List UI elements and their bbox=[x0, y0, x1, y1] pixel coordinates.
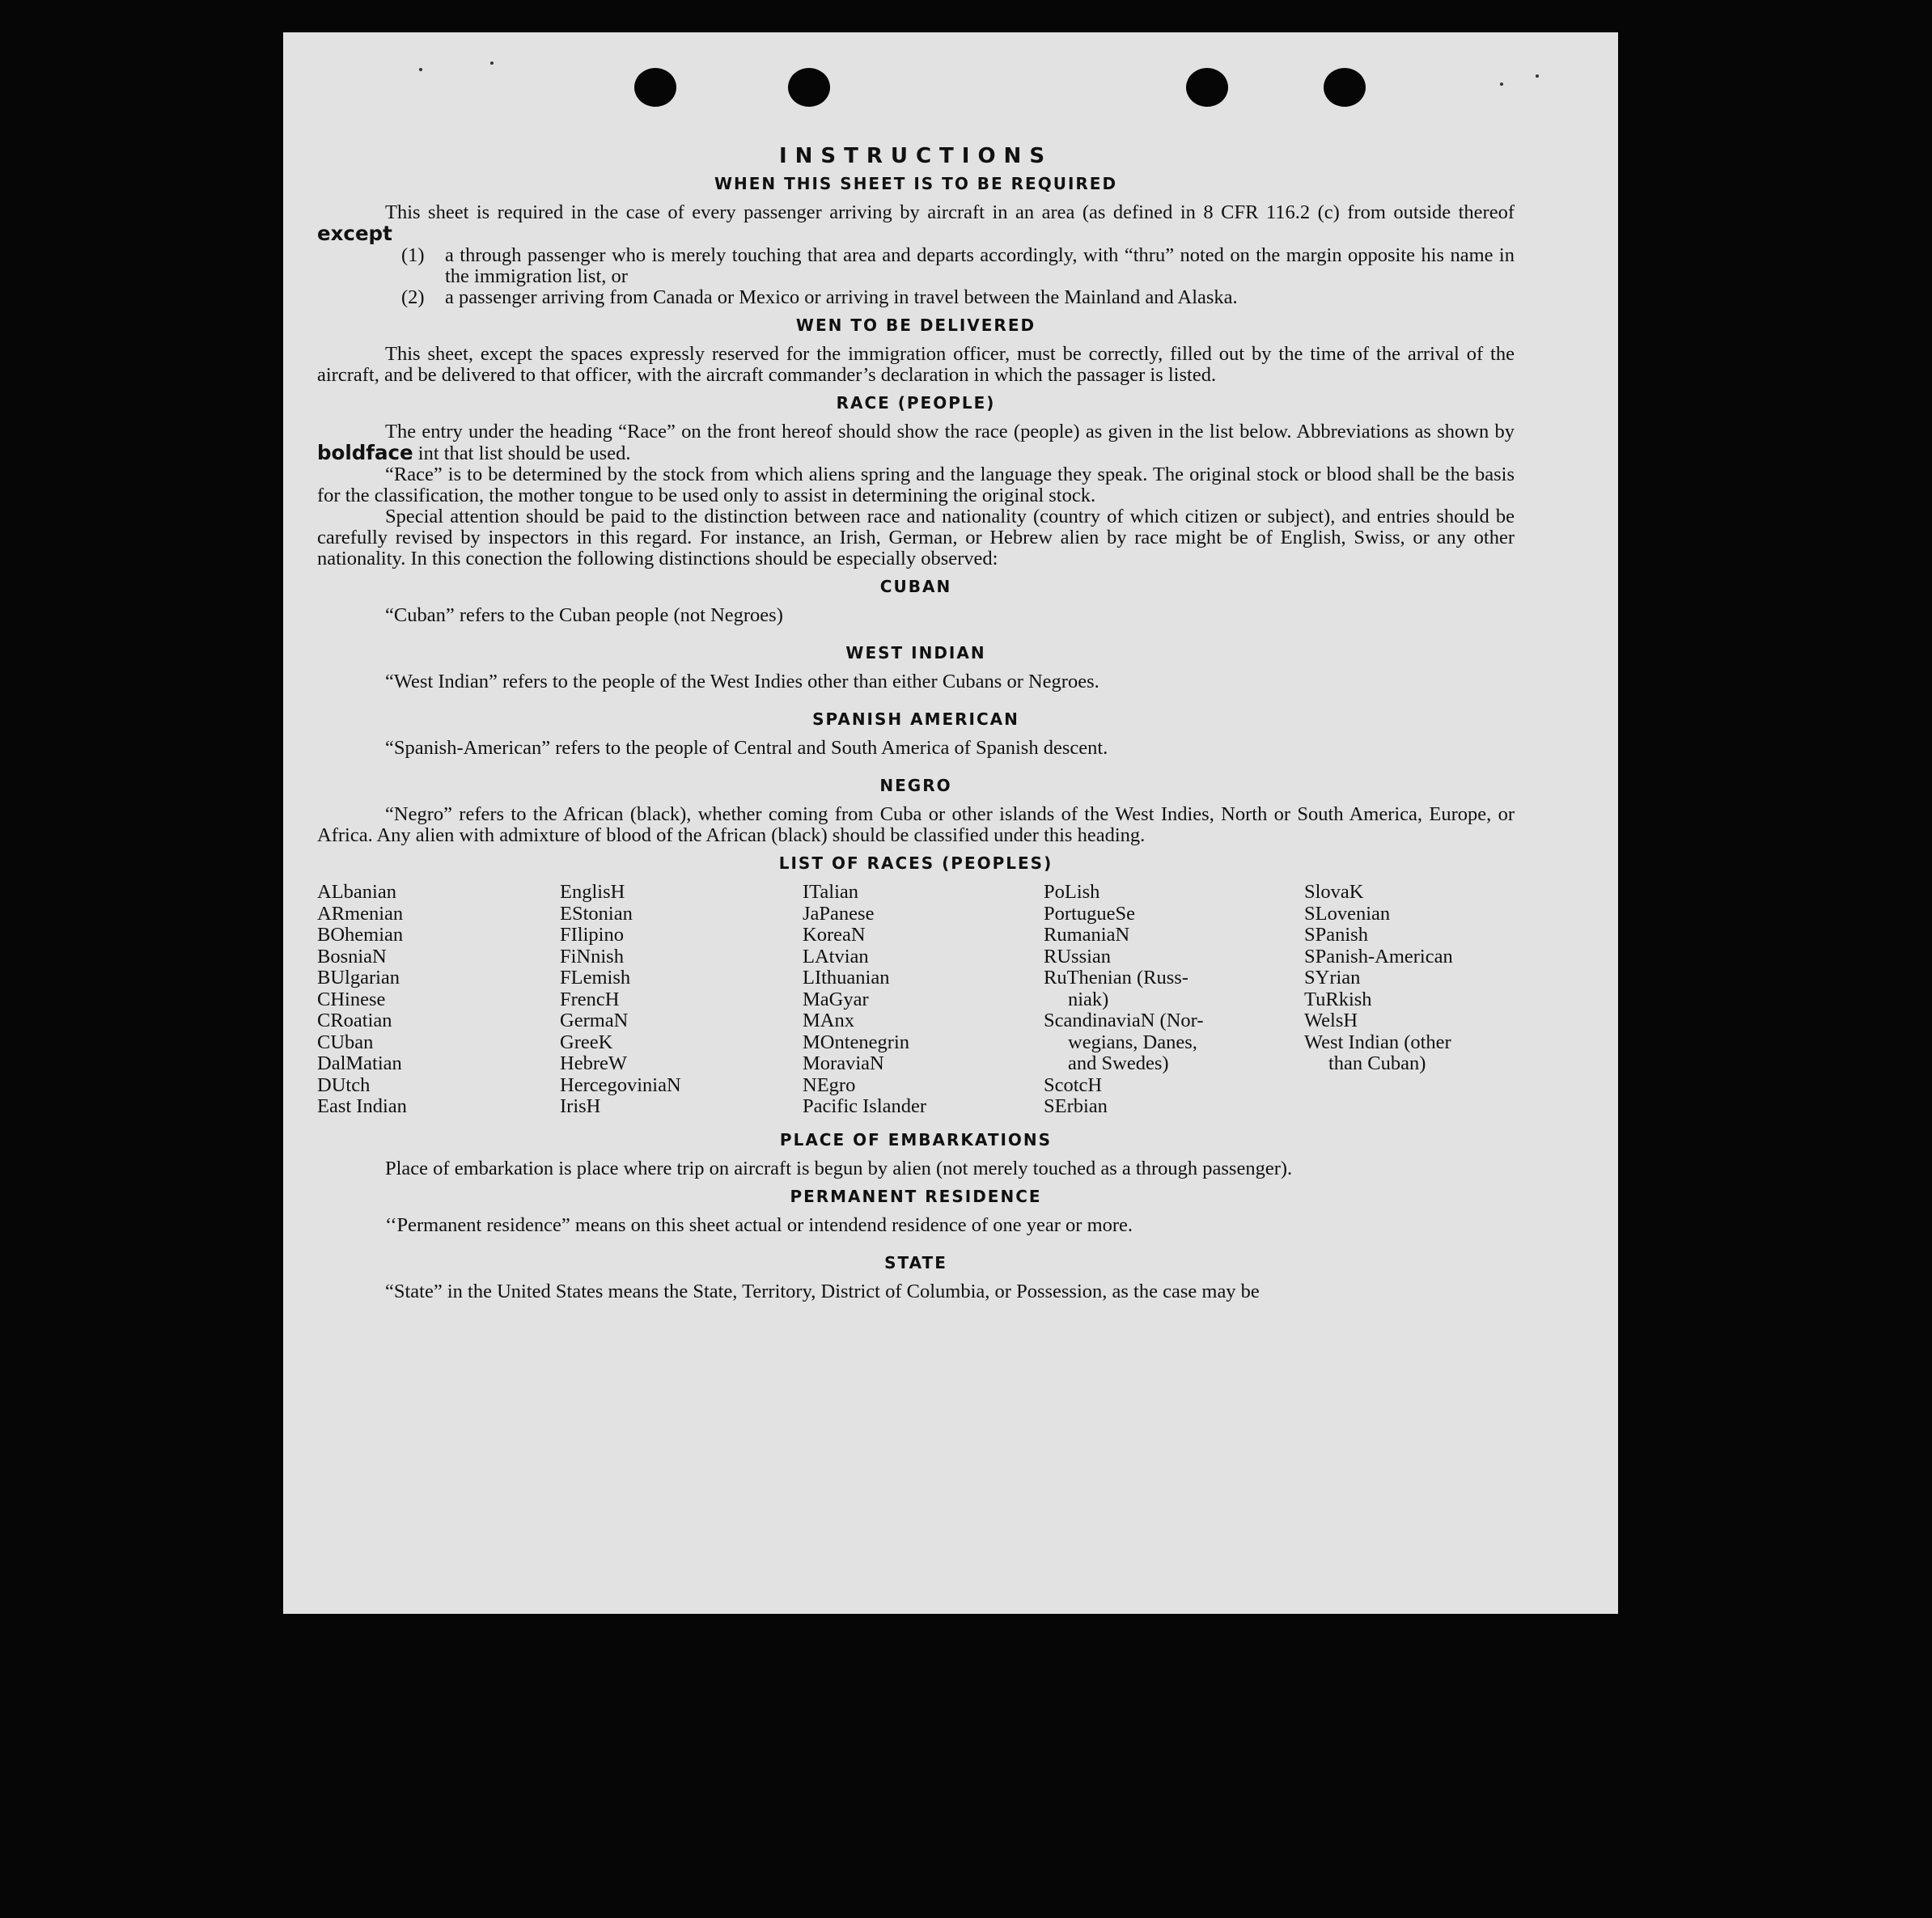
race-entry: LIthuanian bbox=[803, 967, 890, 989]
paragraph: This sheet, except the spaces expressly reserved for the immigration officer, must be correctly, filled out by the time of the arrival of the aircraft, and be delivered to that officer, with the aircraft commander’s declaration in which the passager is listed. bbox=[317, 343, 1515, 386]
paragraph: “Negro” refers to the African (black), whether coming from Cuba or other islands of the West Indies, North or South America, Europe, or Africa. Any alien with admixture of blood of the African (black) should be classified under this heading. bbox=[317, 803, 1515, 846]
race-entry: CHinese bbox=[317, 988, 386, 1010]
race-entry: BUlgarian bbox=[317, 967, 400, 989]
section-heading: LIST OF RACES (PEOPLES) bbox=[778, 853, 1053, 873]
paragraph: “Race” is to be determined by the stock from which aliens spring and the language they speak. The original stock or blood shall be the basis for the classification, the mother tongue to be used only to assist in determining the original stock. bbox=[317, 464, 1515, 506]
race-entry: LAtvian bbox=[803, 945, 869, 967]
race-entry: FiNnish bbox=[560, 945, 624, 967]
race-entry: niak) bbox=[1068, 988, 1109, 1010]
list-item: (2) a passenger arriving from Canada or Mexico or arriving in travel between the Mainland and Alaska. bbox=[401, 286, 1238, 308]
race-entry: DUtch bbox=[317, 1073, 371, 1096]
race-entry: HercegoviniaN bbox=[560, 1073, 681, 1096]
section-heading: PLACE OF EMBARKATIONS bbox=[779, 1129, 1053, 1150]
dust-speck bbox=[419, 68, 422, 71]
race-entry: GermaN bbox=[560, 1010, 629, 1031]
race-entry: MoraviaN bbox=[803, 1052, 884, 1074]
race-entry: RumaniaN bbox=[1044, 924, 1130, 946]
race-entry: Pacific Islander bbox=[803, 1095, 927, 1117]
race-entry: FrencH bbox=[560, 988, 620, 1010]
race-entry: NEgro bbox=[803, 1073, 856, 1096]
paragraph: Place of embarkation is place where trip on aircraft is begun by alien (not merely touched as a through passenger). bbox=[385, 1157, 1293, 1179]
race-entry: KoreaN bbox=[803, 924, 866, 946]
race-list bbox=[317, 882, 1515, 1118]
race-entry: MaGyar bbox=[803, 988, 869, 1010]
race-entry: and Swedes) bbox=[1068, 1052, 1169, 1074]
dust-speck bbox=[1500, 83, 1503, 86]
race-entry: SPanish-American bbox=[1304, 945, 1453, 967]
race-entry: CUban bbox=[317, 1031, 374, 1053]
race-entry: SErbian bbox=[1044, 1095, 1108, 1117]
paragraph: ‘‘Permanent residence” means on this sheet actual or intendend residence of one year or more. bbox=[385, 1213, 1133, 1236]
race-column bbox=[1044, 882, 1304, 1118]
section-heading: NEGRO bbox=[879, 776, 952, 795]
paragraph: “Cuban” refers to the Cuban people (not Negroes) bbox=[385, 604, 783, 626]
race-entry: MAnx bbox=[803, 1010, 854, 1031]
race-entry: SLovenian bbox=[1304, 902, 1391, 925]
page-title: INSTRUCTIONS bbox=[778, 144, 1053, 168]
race-entry: ScandinaviaN (Nor- bbox=[1044, 1010, 1204, 1031]
race-entry: DalMatian bbox=[317, 1052, 402, 1074]
race-entry: SlovaK bbox=[1304, 881, 1364, 903]
race-entry: HebreW bbox=[560, 1052, 627, 1074]
race-entry: FIlipino bbox=[560, 924, 624, 946]
race-entry: BosniaN bbox=[317, 945, 387, 967]
race-entry: SPanish bbox=[1304, 924, 1368, 946]
race-entry: EStonian bbox=[560, 902, 633, 925]
race-column bbox=[560, 882, 803, 1118]
section-heading: PERMANENT RESIDENCE bbox=[790, 1186, 1042, 1206]
section-heading: WEN TO BE DELIVERED bbox=[795, 315, 1036, 335]
paragraph: “State” in the United States means the State, Territory, District of Columbia, or Possession, as the case may be bbox=[385, 1280, 1260, 1302]
race-entry: EnglisH bbox=[560, 881, 625, 903]
race-column bbox=[1304, 882, 1515, 1118]
punch-hole bbox=[634, 68, 676, 107]
section-heading: RACE (PEOPLE) bbox=[836, 393, 996, 413]
race-entry: PoLish bbox=[1044, 881, 1100, 903]
emphasis-text: boldface bbox=[317, 441, 413, 464]
race-entry: RUssian bbox=[1044, 945, 1112, 967]
race-entry: ScotcH bbox=[1044, 1073, 1103, 1096]
section-heading: WHEN THIS SHEET IS TO BE REQUIRED bbox=[714, 174, 1118, 193]
document-page bbox=[283, 32, 1618, 1614]
race-column bbox=[317, 882, 560, 1118]
race-entry: GreeK bbox=[560, 1031, 613, 1053]
race-entry: FLemish bbox=[560, 967, 631, 989]
section-heading: SPANISH AMERICAN bbox=[812, 709, 1019, 729]
race-entry: ALbanian bbox=[317, 881, 396, 903]
race-entry: CRoatian bbox=[317, 1010, 392, 1031]
race-entry: ARmenian bbox=[317, 902, 404, 925]
race-entry: IrisH bbox=[560, 1095, 601, 1117]
race-entry: SYrian bbox=[1304, 967, 1361, 989]
paragraph: The entry under the heading “Race” on the front hereof should show the race (people) as given in the list below. Abbreviations as shown by boldface int that list should be used. bbox=[317, 421, 1515, 464]
paragraph: “Spanish-American” refers to the people of Central and South America of Spanish descent. bbox=[385, 737, 1108, 759]
race-entry: MOntenegrin bbox=[803, 1031, 909, 1053]
race-entry: TuRkish bbox=[1304, 988, 1372, 1010]
race-entry: East Indian bbox=[317, 1095, 407, 1117]
race-entry: BOhemian bbox=[317, 924, 404, 946]
paragraph: This sheet is required in the case of every passenger arriving by aircraft in an area (as defined in 8 CFR 116.2 (c) from outside thereof except bbox=[317, 201, 1515, 245]
section-heading: WEST INDIAN bbox=[845, 643, 986, 663]
race-entry: than Cuban) bbox=[1328, 1052, 1426, 1074]
emphasis-text: except bbox=[317, 222, 392, 245]
section-heading: STATE bbox=[884, 1252, 947, 1272]
race-entry: wegians, Danes, bbox=[1068, 1031, 1197, 1053]
list-item: (1) a through passenger who is merely touching that area and departs accordingly, with “thru” noted on the margin opposite his name in the immigration list, or bbox=[401, 244, 1515, 287]
paragraph: Special attention should be paid to the distinction between race and nationality (country of which citizen or subject), and entries should be carefully revised by inspectors in this regard. For instance, an Irish, German, or Hebrew alien by race might be of English, Swiss, or any other nationality. In this conection the following distinctions should be especially observed: bbox=[317, 506, 1515, 569]
punch-hole bbox=[788, 68, 830, 107]
race-entry: JaPanese bbox=[803, 902, 875, 925]
race-entry: PortugueSe bbox=[1044, 902, 1135, 925]
punch-hole bbox=[1186, 68, 1228, 107]
section-heading: CUBAN bbox=[879, 577, 952, 596]
punch-hole bbox=[1324, 68, 1366, 107]
paragraph: “West Indian” refers to the people of the West Indies other than either Cubans or Negroes. bbox=[385, 671, 1099, 692]
race-entry: West Indian (other bbox=[1304, 1031, 1451, 1053]
dust-speck bbox=[1536, 74, 1539, 78]
instructions-body bbox=[317, 146, 1515, 1302]
race-entry: RuThenian (Russ- bbox=[1044, 967, 1188, 989]
race-entry: WelsH bbox=[1304, 1010, 1358, 1031]
dust-speck bbox=[490, 61, 494, 65]
race-column bbox=[803, 882, 1044, 1118]
race-entry: ITalian bbox=[803, 881, 859, 903]
